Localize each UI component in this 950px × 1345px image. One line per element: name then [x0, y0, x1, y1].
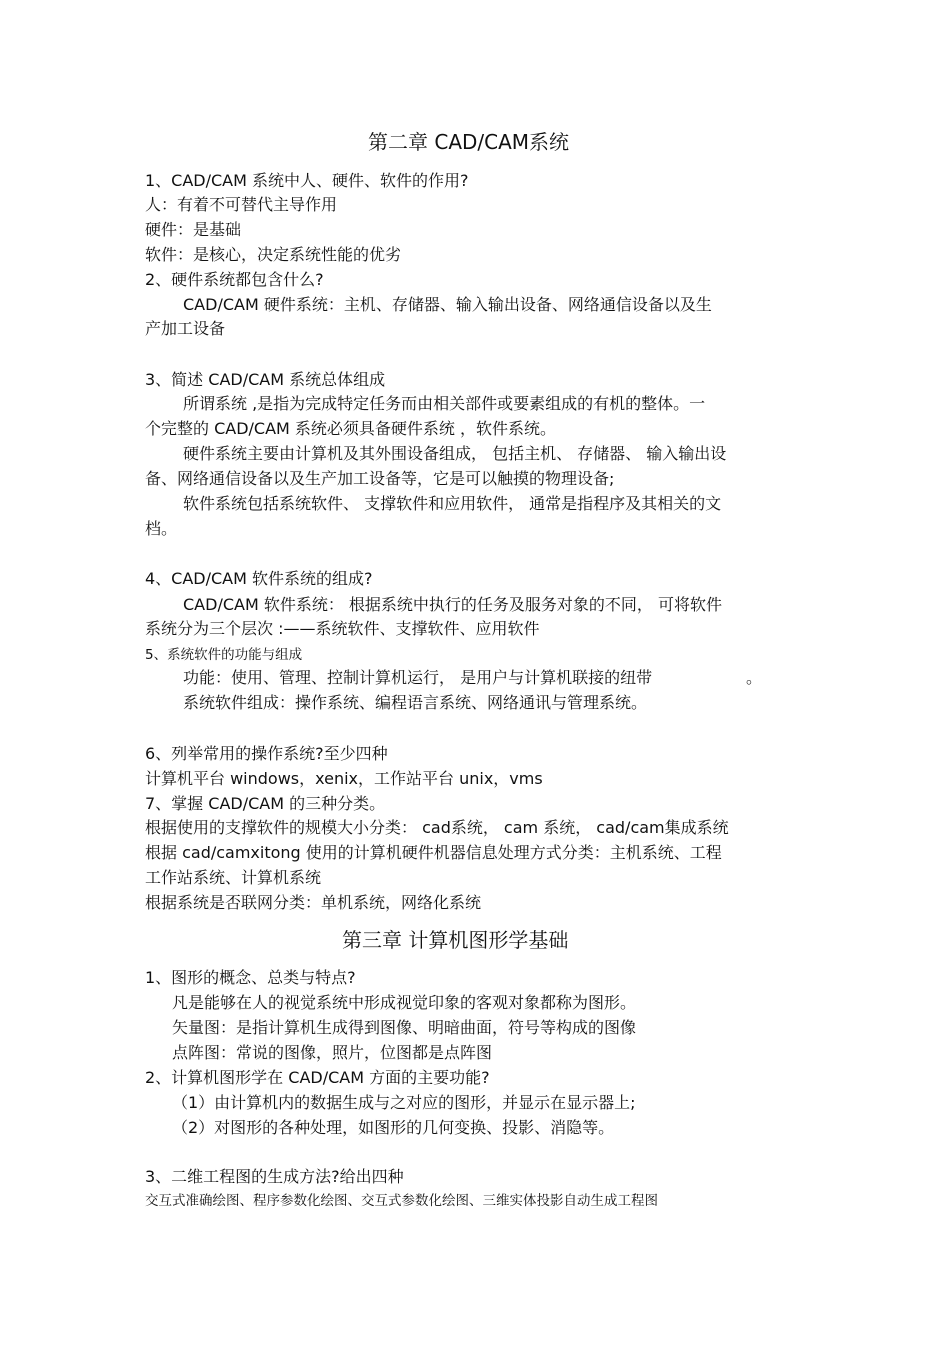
ch2-q4-question: 4、CAD/CAM 软件系统的组成? [145, 569, 373, 588]
ch3-q2-question: 2、计算机图形学在 CAD/CAM 方面的主要功能? [145, 1068, 490, 1087]
ch2-q6-question: 6、列举常用的操作系统?至少四种 [145, 744, 388, 763]
ch2-q3-para-3b: 档。 [145, 519, 178, 538]
ch2-q1-answer-3: 软件：是核心，决定系统性能的优劣 [145, 245, 402, 264]
ch2-q4-answer-2: 系统分为三个层次 :——系统软件、支撑软件、应用软件 [145, 619, 540, 638]
ch3-q1-answer-3: 点阵图：常说的图像，照片，位图都是点阵图 [172, 1043, 493, 1062]
ch2-q2-answer-1: CAD/CAM 硬件系统：主机、存储器、输入输出设备、网络通信设备以及生 [183, 295, 712, 314]
ch3-q3-answer-1: 交互式准确绘图、程序参数化绘图、交互式参数化绘图、三维实体投影自动生成工程图 [145, 1193, 658, 1209]
ch2-q5-answer-1-end: 。 [746, 668, 763, 687]
ch2-q6-answer-1: 计算机平台 windows，xenix，工作站平台 unix，vms [145, 769, 543, 788]
ch2-q2-question: 2、硬件系统都包含什么? [145, 270, 324, 289]
ch2-q4-answer-1: CAD/CAM 软件系统： 根据系统中执行的任务及服务对象的不同， 可将软件 [183, 595, 723, 614]
chapter-3-title: 第三章 计算机图形学基础 [342, 928, 569, 952]
ch2-q5-answer-2: 系统软件组成：操作系统、编程语言系统、网络通讯与管理系统。 [183, 693, 648, 712]
ch2-q5-answer-1: 功能：使用、管理、控制计算机运行， 是用户与计算机联接的纽带 [183, 668, 653, 687]
ch2-q5-question: 5、系统软件的功能与组成 [145, 647, 303, 663]
ch2-q3-para-3a: 软件系统包括系统软件、 支撑软件和应用软件， 通常是指程序及其相关的文 [183, 494, 722, 513]
ch3-q3-question: 3、二维工程图的生成方法?给出四种 [145, 1167, 404, 1186]
ch2-q1-answer-2: 硬件：是基础 [145, 220, 242, 239]
ch2-q2-answer-2: 产加工设备 [145, 319, 226, 338]
ch2-q7-answer-4: 根据系统是否联网分类：单机系统，网络化系统 [145, 893, 482, 912]
ch2-q7-answer-1: 根据使用的支撑软件的规模大小分类： cad系统， cam 系统， cad/cam集成系统 [145, 818, 729, 837]
chapter-2-title: 第二章 CAD/CAM系统 [368, 130, 570, 154]
ch2-q3-para-2b: 备、网络通信设备以及生产加工设备等，它是可以触摸的物理设备; [145, 469, 615, 488]
ch3-q2-answer-2: （2）对图形的各种处理，如图形的几何变换、投影、消隐等。 [172, 1118, 615, 1137]
ch3-q1-answer-1: 凡是能够在人的视觉系统中形成视觉印象的客观对象都称为图形。 [172, 993, 637, 1012]
ch3-q2-answer-1: （1）由计算机内的数据生成与之对应的图形，并显示在显示器上; [172, 1093, 636, 1112]
ch3-q1-question: 1、图形的概念、总类与特点? [145, 968, 356, 987]
ch2-q3-para-2a: 硬件系统主要由计算机及其外围设备组成， 包括主机、 存储器、 输入输出设 [183, 444, 727, 463]
ch2-q7-question: 7、掌握 CAD/CAM 的三种分类。 [145, 794, 386, 813]
ch2-q3-question: 3、简述 CAD/CAM 系统总体组成 [145, 370, 386, 389]
ch2-q3-para-1b: 个完整的 CAD/CAM 系统必须具备硬件系统 ，软件系统。 [145, 419, 557, 438]
ch2-q3-para-1a: 所谓系统 ,是指为完成特定任务而由相关部件或要素组成的有机的整体。一 [183, 394, 706, 413]
ch2-q7-answer-2: 根据 cad/camxitong 使用的计算机硬件机器信息处理方式分类：主机系统、工程 [145, 843, 722, 862]
ch2-q7-answer-3: 工作站系统、计算机系统 [145, 868, 322, 887]
ch2-q1-answer-1: 人：有着不可替代主导作用 [145, 195, 338, 214]
ch2-q1-question: 1、CAD/CAM 系统中人、硬件、软件的作用? [145, 171, 469, 190]
ch3-q1-answer-2: 矢量图：是指计算机生成得到图像、明暗曲面，符号等构成的图像 [172, 1018, 637, 1037]
